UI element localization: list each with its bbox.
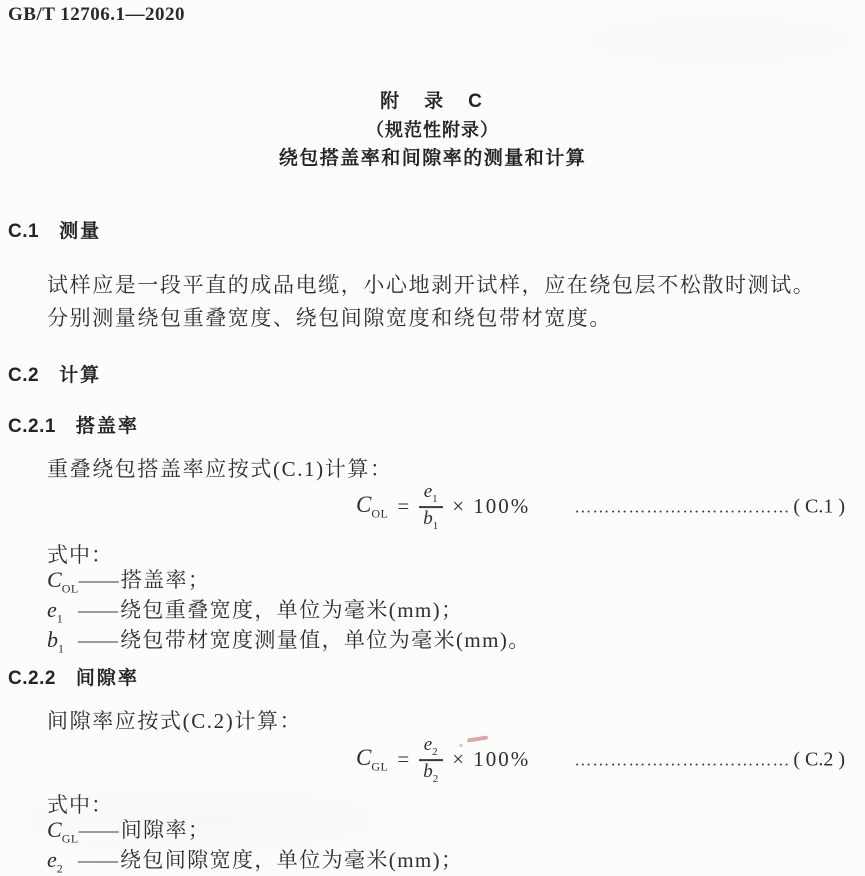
definition-row bbox=[47, 594, 463, 626]
equation-reference bbox=[574, 496, 845, 519]
equals-sign: = bbox=[397, 494, 410, 519]
definition-text: 绕包带材宽度测量值，单位为毫米(mm)。 bbox=[120, 628, 531, 652]
definition-row bbox=[47, 624, 531, 656]
definition-row bbox=[47, 814, 210, 846]
formula-intro: 重叠绕包搭盖率应按式(C.1)计算： bbox=[47, 457, 393, 481]
scan-artifact-red-dot bbox=[459, 744, 463, 747]
fraction-denominator: $b_2$ bbox=[423, 761, 439, 785]
section-title: 搭盖率 bbox=[75, 416, 139, 437]
definition-dash: —— bbox=[78, 628, 116, 652]
equation-reference bbox=[574, 749, 845, 772]
formula-multiplier: × 100% bbox=[452, 494, 531, 519]
formula-intro: 间隙率应按式(C.2)计算： bbox=[47, 709, 303, 733]
section-number: C.2 bbox=[8, 365, 40, 386]
definition-symbol: $C_{OL}$ bbox=[47, 567, 79, 596]
section-number: C.1 bbox=[8, 221, 40, 242]
definition-dash: —— bbox=[78, 818, 117, 842]
fraction-denominator: $b_1$ bbox=[423, 508, 439, 532]
section-number: C.2.1 bbox=[8, 416, 56, 437]
definition-symbol: $e_1$ bbox=[47, 597, 64, 626]
fraction-numerator: $e_2$ bbox=[419, 735, 443, 761]
definition-symbol: $C_{GL}$ bbox=[47, 817, 79, 846]
section-title: 测量 bbox=[59, 221, 102, 242]
section-heading-c22 bbox=[8, 663, 139, 690]
formula-c1 bbox=[356, 482, 530, 532]
definition-row bbox=[47, 564, 210, 596]
equation-c1 bbox=[0, 481, 865, 533]
formula-lhs: $C_{OL}$ bbox=[356, 492, 389, 521]
equation-c2 bbox=[0, 734, 865, 786]
definition-row bbox=[47, 844, 463, 876]
fraction bbox=[418, 735, 443, 785]
section-number: C.2.2 bbox=[8, 668, 56, 689]
formula-multiplier: × 100% bbox=[452, 747, 531, 772]
paragraph-line: 分别测量绕包重叠宽度、绕包间隙宽度和绕包带材宽度。 bbox=[47, 306, 612, 330]
definition-dash: —— bbox=[78, 848, 116, 872]
equation-number: ( C.1 ) bbox=[793, 495, 845, 518]
section-title: 间隙率 bbox=[75, 668, 139, 689]
definition-symbol: $e_2$ bbox=[47, 847, 64, 876]
definition-symbol: $b_1$ bbox=[47, 627, 65, 656]
equation-number: ( C.2 ) bbox=[793, 748, 845, 771]
equals-sign: = bbox=[397, 747, 410, 772]
appendix-note: （规范性附录） bbox=[366, 120, 499, 140]
definition-dash: —— bbox=[78, 568, 117, 592]
appendix-title: 绕包搭盖率和间隙率的测量和计算 bbox=[278, 148, 587, 169]
standard-number: GB/T 12706.1—2020 bbox=[8, 4, 186, 25]
where-label: 式中： bbox=[47, 543, 113, 567]
dots-leader: ……………………………… bbox=[574, 750, 791, 769]
definition-text: 绕包间隙宽度，单位为毫米(mm)； bbox=[120, 848, 464, 872]
appendix-label: 附 录 C bbox=[380, 91, 485, 112]
formula-c2 bbox=[356, 735, 530, 785]
section-heading-c21 bbox=[8, 411, 139, 438]
definition-text: 绕包重叠宽度，单位为毫米(mm)； bbox=[120, 598, 464, 622]
definition-text: 间隙率； bbox=[120, 818, 211, 842]
formula-lhs: $C_{GL}$ bbox=[356, 745, 389, 774]
section-heading-c1 bbox=[8, 216, 101, 243]
paragraph-line: 试样应是一段平直的成品电缆，小心地剥开试样，应在绕包层不松散时测试。 bbox=[47, 273, 816, 297]
where-label: 式中： bbox=[47, 793, 113, 817]
fraction-numerator: $e_1$ bbox=[419, 482, 443, 508]
section-heading-c2 bbox=[8, 360, 101, 387]
dots-leader: ……………………………… bbox=[574, 497, 791, 516]
definition-text: 搭盖率； bbox=[120, 568, 211, 592]
fraction bbox=[418, 482, 443, 532]
definition-dash: —— bbox=[78, 598, 116, 622]
section-title: 计算 bbox=[59, 365, 102, 386]
